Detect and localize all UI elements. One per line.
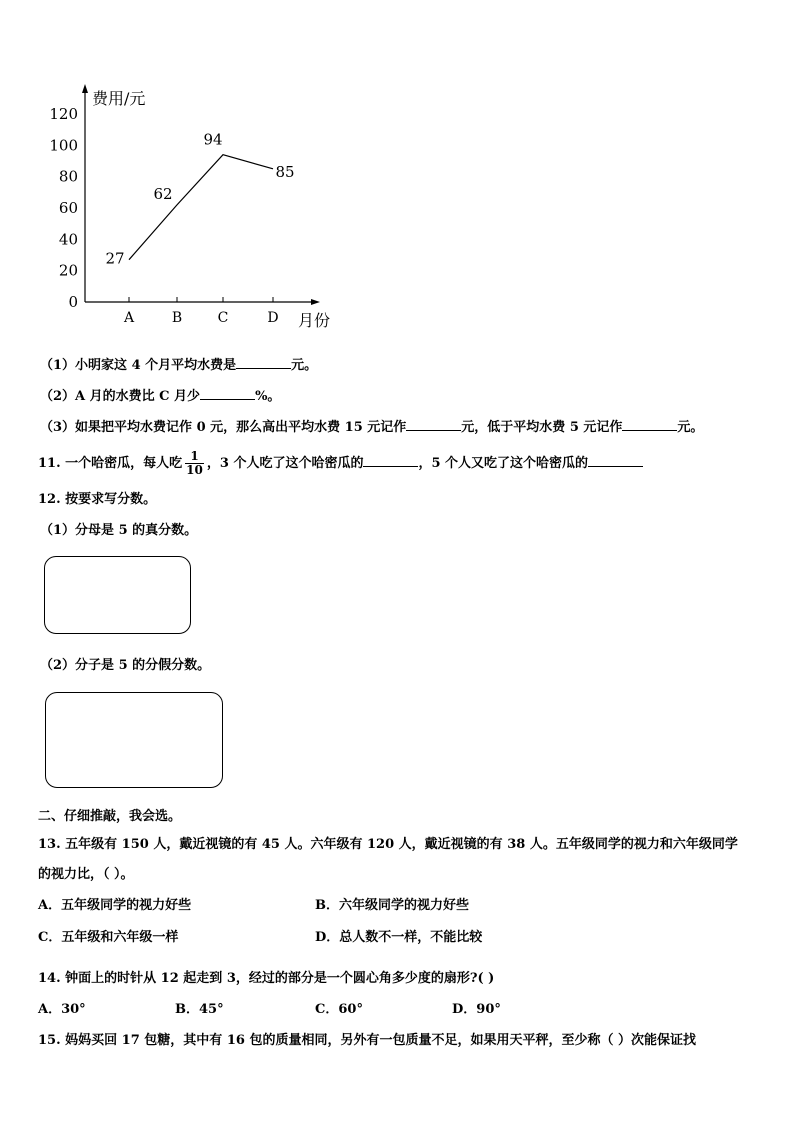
q12-sub1: （1）分母是 5 的真分数。 (40, 523, 198, 538)
y-tick-label: 120 (49, 105, 78, 123)
x-tick-label: A (123, 310, 135, 326)
answer-blank[interactable] (363, 454, 418, 467)
answer-box-proper-fraction[interactable] (44, 556, 191, 634)
q10-sub2: （2）A 月的水费比 C 月少 %。 (40, 389, 281, 404)
question-13: 13. 五年级有 150 人，戴近视镜的有 45 人。六年级有 120 人，戴近视镜的有 38 人。五年级同学的视力和六年级同学 (38, 837, 738, 852)
y-axis-label: 费用/元 (92, 89, 146, 108)
answer-blank[interactable] (622, 418, 677, 431)
x-tick-label: B (171, 310, 183, 326)
data-label: 85 (275, 162, 295, 181)
answer-blank[interactable] (406, 418, 461, 431)
x-axis-label: 月份 (298, 311, 331, 330)
q10-sub1: （1）小明家这 4 个月平均水费是 元。 (40, 358, 318, 373)
data-label: 62 (153, 184, 173, 203)
y-tick-label: 100 (49, 136, 78, 155)
y-axis-arrow (82, 84, 88, 93)
q14-option-d[interactable]: D．90° (452, 1002, 501, 1017)
fraction-one-tenth: $\frac{1}{10}$ (186, 449, 203, 477)
question-11: 11. 一个哈密瓜，每人吃 $\frac{1}{10}$ ，3 个人吃了这个哈密瓜的 ，5 个人又吃了这个哈密瓜的 (38, 450, 643, 477)
y-tick-label: 20 (58, 261, 78, 280)
q14-option-c[interactable]: C．60° (315, 1002, 363, 1017)
q10-sub3: （3）如果把平均水费记作 0 元，那么高出平均水费 15 元记作 元，低于平均水费 5 元记作 元。 (40, 420, 704, 435)
answer-box-improper-fraction[interactable] (45, 692, 223, 788)
q13-option-d[interactable]: D．总人数不一样，不能比较 (315, 930, 483, 945)
data-label: 27 (105, 249, 125, 268)
question-12: 12. 按要求写分数。 (38, 492, 157, 507)
answer-blank[interactable] (200, 387, 255, 400)
answer-blank[interactable] (236, 356, 291, 369)
x-axis-arrow (311, 299, 320, 305)
q13-option-a[interactable]: A．五年级同学的视力好些 (38, 898, 192, 913)
question-15: 15. 妈妈买回 17 包糖，其中有 16 包的质量相同，另外有一包质量不足，如果用天平秤，至少称（ ）次能保证找 (38, 1033, 696, 1048)
y-tick-label: 80 (58, 167, 78, 186)
y-tick-label: 40 (58, 230, 78, 249)
q13-option-c[interactable]: C．五年级和六年级一样 (38, 930, 179, 945)
question-14: 14. 钟面上的时针从 12 起走到 3，经过的部分是一个圆心角多少度的扇形?( ) (38, 971, 495, 986)
q12-sub2: （2）分子是 5 的分假分数。 (40, 658, 211, 673)
question-13-line2: 的视力比，（ ）。 (38, 867, 134, 882)
x-tick-label: C (217, 310, 229, 326)
series-line (129, 155, 273, 260)
answer-blank[interactable] (588, 454, 643, 467)
y-tick-label: 0 (68, 293, 78, 311)
y-tick-label: 60 (58, 199, 78, 217)
data-label: 94 (203, 130, 223, 149)
q14-option-b[interactable]: B．45° (175, 1002, 224, 1017)
water-fee-line-chart (40, 80, 350, 340)
x-tick-label: D (267, 310, 279, 326)
q13-option-b[interactable]: B．六年级同学的视力好些 (315, 898, 469, 913)
section-2-heading: 二、仔细推敲，我会选。 (38, 809, 182, 824)
q14-option-a[interactable]: A．30° (38, 1002, 86, 1017)
